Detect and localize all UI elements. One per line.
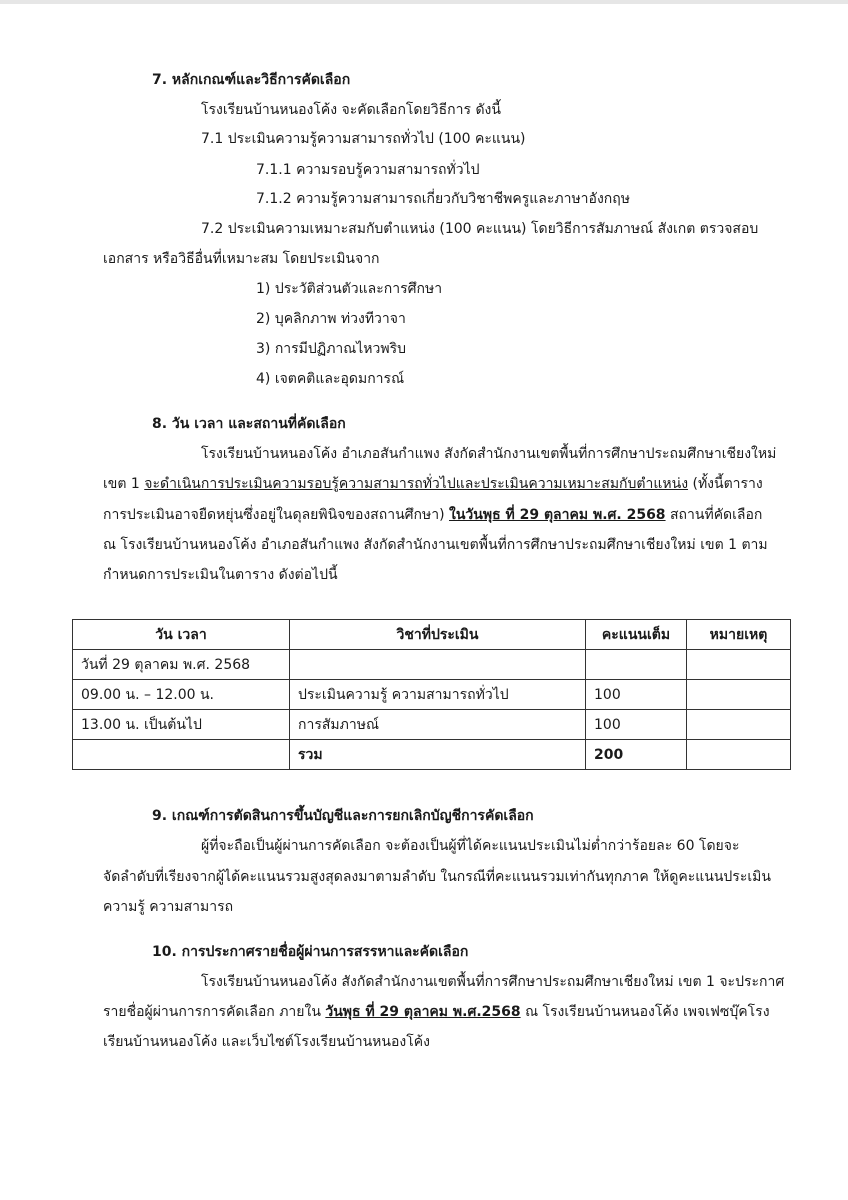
section-9-line3: ความรู้ ความสามารถ: [103, 899, 234, 915]
header-full-score: คะแนนเต็ม: [586, 620, 687, 650]
section-9-heading: 9. เกณฑ์การตัดสินการขึ้นบัญชีและการยกเลิกบัญชีการคัดเลือก: [152, 808, 534, 824]
header-date-time: วัน เวลา: [73, 620, 290, 650]
criteria-list-item: 3) การมีปฏิภาณไหวพริบ: [256, 341, 407, 357]
table-cell: [687, 650, 791, 680]
section-8-heading: 8. วัน เวลา และสถานที่คัดเลือก: [152, 416, 346, 432]
table-cell: [687, 680, 791, 710]
table-row: [73, 650, 791, 680]
table-cell: 100: [586, 710, 687, 740]
section-9-line2: จัดลำดับที่เรียงจากผู้ได้คะแนนรวมสูงสุดลงมาตามลำดับ ในกรณีที่คะแนนรวมเท่ากันทุกภาค ให้ดูคะแนนประเมิน: [103, 869, 771, 885]
total-label: รวม: [290, 740, 586, 770]
table-row: [73, 710, 791, 740]
table-cell: [586, 650, 687, 680]
criteria-list-item: 2) บุคลิกภาพ ท่วงทีวาจา: [256, 311, 406, 327]
table-header-row: [73, 620, 791, 650]
criteria-7-1-1: 7.1.1 ความรอบรู้ความสามารถทั่วไป: [256, 162, 480, 178]
section-7-heading: 7. หลักเกณฑ์และวิธีการคัดเลือก: [152, 72, 351, 88]
table-cell: [290, 650, 586, 680]
section-7-intro: โรงเรียนบ้านหนองโค้ง จะคัดเลือกโดยวิธีการ ดังนี้: [201, 102, 501, 118]
criteria-list-item: 1) ประวัติส่วนตัวและการศึกษา: [256, 281, 443, 297]
criteria-7-1: 7.1 ประเมินความรู้ความสามารถทั่วไป (100 คะแนน): [201, 131, 526, 147]
table-cell: 09.00 น. – 12.00 น.: [73, 680, 290, 710]
table-cell: [687, 710, 791, 740]
criteria-7-1-2: 7.1.2 ความรู้ความสามารถเกี่ยวกับวิชาชีพครูและภาษาอังกฤษ: [256, 191, 630, 207]
schedule-table: [72, 619, 791, 770]
header-remark: หมายเหตุ: [687, 620, 791, 650]
header-subject: วิชาที่ประเมิน: [290, 620, 586, 650]
table-cell: 100: [586, 680, 687, 710]
section-10-heading: 10. การประกาศรายชื่อผู้ผ่านการสรรหาและคัดเลือก: [152, 944, 469, 960]
total-score: 200: [586, 740, 687, 770]
section-8-line4: ณ โรงเรียนบ้านหนองโค้ง อำเภอสันกำแพง สังกัดสำนักงานเขตพื้นที่การศึกษาประถมศึกษาเชียงใหม่ เขต 1 ตาม: [103, 537, 768, 553]
section-8-line2: เขต 1 จะดำเนินการประเมินความรอบรู้ความสามารถทั่วไปและประเมินความเหมาะสมกับตำแหน่ง (ทั้งนี้ตาราง: [103, 476, 763, 492]
section-9-line1: ผู้ที่จะถือเป็นผู้ผ่านการคัดเลือก จะต้องเป็นผู้ที่ได้คะแนนประเมินไม่ต่ำกว่าร้อยละ 60 โดยจะ: [201, 838, 740, 854]
criteria-7-2-line1: 7.2 ประเมินความเหมาะสมกับตำแหน่ง (100 คะแนน) โดยวิธีการสัมภาษณ์ สังเกต ตรวจสอบ: [201, 221, 759, 237]
section-8-line5: กำหนดการประเมินในตาราง ดังต่อไปนี้: [103, 567, 338, 583]
section-8-line1: โรงเรียนบ้านหนองโค้ง อำเภอสันกำแพง สังกัดสำนักงานเขตพื้นที่การศึกษาประถมศึกษาเชียงใหม่: [201, 446, 777, 462]
criteria-list-item: 4) เจตคติและอุดมการณ์: [256, 371, 405, 387]
section-10-line3: เรียนบ้านหนองโค้ง และเว็บไซต์โรงเรียนบ้านหนองโค้ง: [103, 1034, 430, 1050]
section-8-line3: การประเมินอาจยืดหยุ่นซึ่งอยู่ในดุลยพินิจของสถานศึกษา) ในวันพุธ ที่ 29 ตุลาคม พ.ศ. 2568 สถานที่คัดเลือก: [103, 507, 763, 523]
criteria-7-2-line2: เอกสาร หรือวิธีอื่นที่เหมาะสม โดยประเมินจาก: [103, 251, 380, 267]
table-cell: วันที่ 29 ตุลาคม พ.ศ. 2568: [73, 650, 290, 680]
top-edge-bar: [0, 0, 848, 4]
table-cell: ประเมินความรู้ ความสามารถทั่วไป: [290, 680, 586, 710]
table-cell: [687, 740, 791, 770]
table-row: [73, 680, 791, 710]
section-10-line1: โรงเรียนบ้านหนองโค้ง สังกัดสำนักงานเขตพื้นที่การศึกษาประถมศึกษาเชียงใหม่ เขต 1 จะประกาศ: [201, 974, 785, 990]
table-cell: 13.00 น. เป็นต้นไป: [73, 710, 290, 740]
section-10-line2: รายชื่อผู้ผ่านการการคัดเลือก ภายใน วันพุธ ที่ 29 ตุลาคม พ.ศ.2568 ณ โรงเรียนบ้านหนองโค้ง เพจเฟซบุ๊คโรง: [103, 1004, 770, 1020]
table-total-row: [73, 740, 791, 770]
table-cell: [73, 740, 290, 770]
table-cell: การสัมภาษณ์: [290, 710, 586, 740]
